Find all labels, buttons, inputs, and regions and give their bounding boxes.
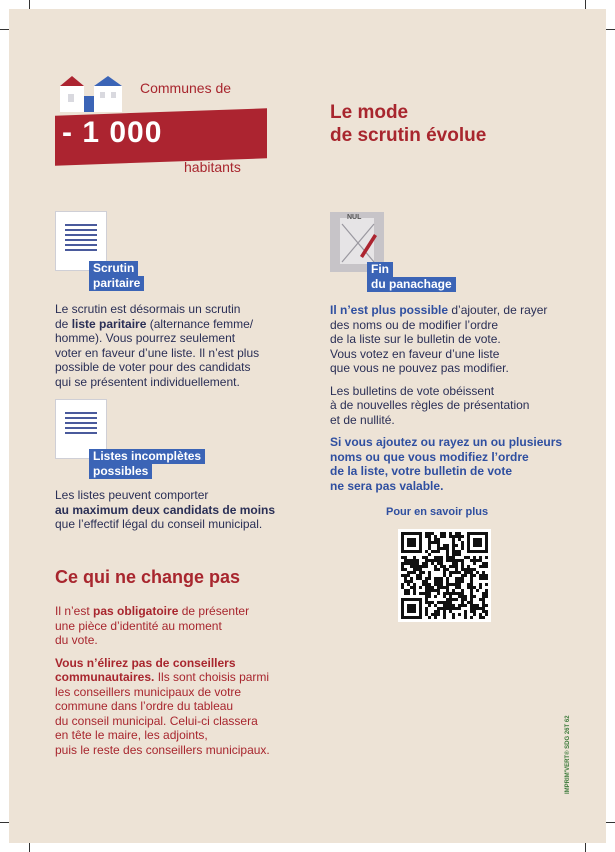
houses-icon <box>58 72 134 117</box>
qr-code-icon <box>398 529 491 622</box>
communes-de-label: Communes de <box>140 80 232 96</box>
panachage-text: Il n’est plus possible d’ajouter, de rayer des noms ou de modifier l’ordre de la liste sur le bulletin de vote. Vous votez en faveur d’une liste que vous ne pouvez pas modifier. Les bulletins de vote obéissent à de nouvelles règles de présentation et de nullité. Si vous ajoutez ou rayez un ou plusieurs noms ou que vous modifiez l’ordre de la liste, votre bulletin de vote ne sera pas valable. <box>330 303 563 493</box>
listes-text: Les listes peuvent comporter au maximum deux candidats de moins que l’effectif légal du conseil municipal. <box>55 488 276 531</box>
unchanged-title: Ce qui ne change pas <box>55 567 241 587</box>
title-line-2: de scrutin évolue <box>330 125 487 146</box>
tag-paritaire: paritaire <box>89 276 144 291</box>
imprint-label: IMPRIM'VERT® SDG 26T 62 <box>565 715 571 794</box>
tag-listes: Listes incomplètes <box>89 449 205 464</box>
big-number: - 1 000 <box>62 116 163 149</box>
tag-possibles: possibles <box>89 464 152 479</box>
nul-label: NUL <box>347 214 362 221</box>
scrutin-text: Le scrutin est désormais un scrutin de liste paritaire (alternance femme/ homme). Vous pourrez seulement voter en faveur d’une liste. Il n’est plus possible de voter pour des candidats qui se présentent individuellement. <box>55 302 260 389</box>
tag-fin: Fin <box>367 262 393 277</box>
unchanged-text: Il n’est pas obligatoire de présenter une pièce d’identité au moment du vote. Vous n’élirez pas de conseillers communautaires. Ils sont choisis parmi les conseillers municipaux de votre commune dans l’ordre du tableau du conseil municipal. Celui-ci classera en tête le maire, les adjoints, puis le reste des conseillers municipaux. <box>55 604 270 757</box>
more-info-label: Pour en savoir plus <box>386 506 489 518</box>
title-line-1: Le mode <box>330 102 409 123</box>
tag-panachage: du panachage <box>367 277 456 292</box>
page-title <box>330 101 486 147</box>
habitants-label: habitants <box>184 159 241 175</box>
tag-scrutin: Scrutin <box>89 261 138 276</box>
qr-code[interactable] <box>398 529 491 622</box>
